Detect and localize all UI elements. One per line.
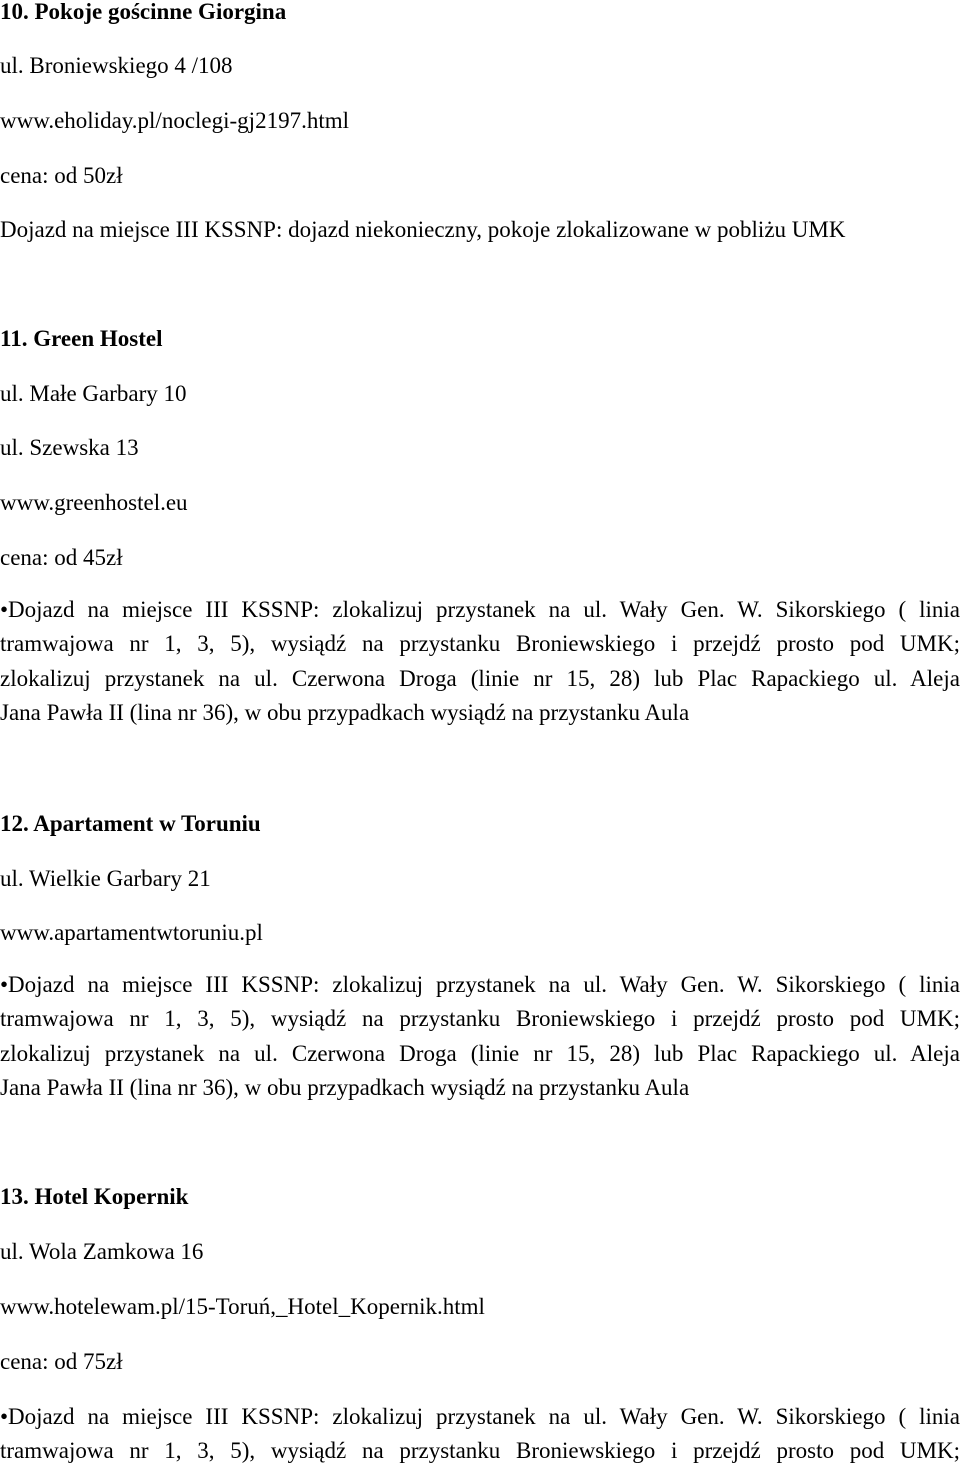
entry-11-price: cena: od 45zł [0,545,123,570]
entry-12-directions [0,968,960,1105]
entry-12-url[interactable]: www.apartamentwtoruniu.pl [0,920,263,945]
entry-13-directions-line-2: tramwajowa nr 1, 3, 5), wysiądź na przystanku Broniewskiego i przejdź prosto pod UMK; [0,1438,960,1464]
entry-12-directions-line-2: tramwajowa nr 1, 3, 5), wysiądź na przystanku Broniewskiego i przejdź prosto pod UMK; [0,1006,960,1032]
entry-10-price: cena: od 50zł [0,163,123,188]
entry-11-directions-line-2: tramwajowa nr 1, 3, 5), wysiądź na przystanku Broniewskiego i przejdź prosto pod UMK; [0,631,960,657]
entry-13-url[interactable]: www.hotelewam.pl/15-Toruń,_Hotel_Kopernik.html [0,1294,485,1319]
entry-11-directions-line-1: •Dojazd na miejsce III KSSNP: zlokalizuj przystanek na ul. Wały Gen. W. Sikorskiego ( linia [0,597,960,622]
entry-11-address-1: ul. Małe Garbary 10 [0,381,187,406]
entry-11-address-2: ul. Szewska 13 [0,435,139,460]
entry-10-title: 10. Pokoje gościnne Giorgina [0,0,287,24]
entry-12-directions-line-3: zlokalizuj przystanek na ul. Czerwona Droga (linie nr 15, 28) lub Plac Rapackiego ul. Aleja [0,1040,960,1066]
entry-13-price: cena: od 75zł [0,1349,123,1374]
entry-12-address: ul. Wielkie Garbary 21 [0,866,211,891]
entry-12-directions-line-4: Jana Pawła II (lina nr 36), w obu przypadkach wysiądź na przystanku Aula [0,1074,690,1100]
entry-13-directions-line-1: •Dojazd na miejsce III KSSNP: zlokalizuj przystanek na ul. Wały Gen. W. Sikorskiego ( linia [0,1404,960,1429]
entry-10-address: ul. Broniewskiego 4 /108 [0,53,233,78]
entry-12-directions-line-1: •Dojazd na miejsce III KSSNP: zlokalizuj przystanek na ul. Wały Gen. W. Sikorskiego ( linia [0,972,960,997]
entry-12-title: 12. Apartament w Toruniu [0,811,261,836]
entry-11-directions-line-3: zlokalizuj przystanek na ul. Czerwona Droga (linie nr 15, 28) lub Plac Rapackiego ul. Aleja [0,665,960,691]
entry-11-title: 11. Green Hostel [0,326,163,351]
entry-13-directions [0,1400,960,1469]
entry-10-directions: Dojazd na miejsce III KSSNP: dojazd niekonieczny, pokoje zlokalizowane w pobliżu UMK [0,217,846,242]
entry-11-url[interactable]: www.greenhostel.eu [0,490,188,515]
entry-10-url[interactable]: www.eholiday.pl/noclegi-gj2197.html [0,108,349,133]
entry-13-address: ul. Wola Zamkowa 16 [0,1239,204,1264]
entry-11-directions [0,593,960,730]
entry-11-directions-line-4: Jana Pawła II (lina nr 36), w obu przypadkach wysiądź na przystanku Aula [0,699,690,725]
entry-13-title: 13. Hotel Kopernik [0,1184,189,1209]
